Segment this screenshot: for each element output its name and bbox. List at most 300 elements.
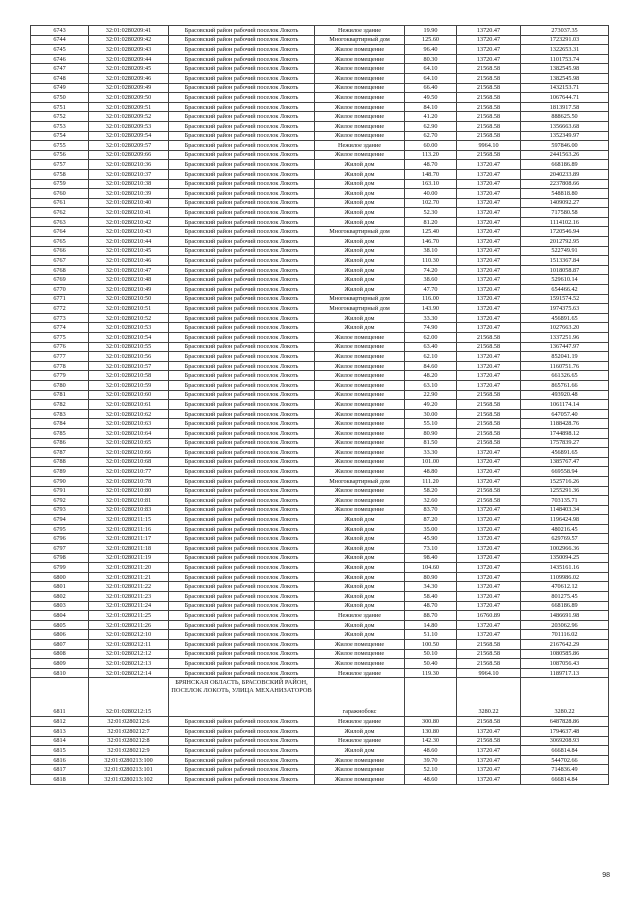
address-cell: Брасовский район рабочий поселок Локоть [169, 467, 315, 477]
cadastral-value-cell: 1189717.13 [521, 668, 609, 678]
row-number-cell: 6748 [31, 73, 89, 83]
cadastral-value-cell: 2040233.89 [521, 169, 609, 179]
cadastral-number-cell: 32:01:0280209:52 [89, 112, 169, 122]
area-cell: 52.10 [405, 765, 457, 775]
cadastral-value-cell: 1322653.31 [521, 45, 609, 55]
address-cell: Брасовский район рабочий поселок Локоть [169, 640, 315, 650]
specific-value-cell: 21568.58 [457, 736, 521, 746]
object-type-cell: Жилое помещение [315, 361, 405, 371]
address-cell: Брасовский район рабочий поселок Локоть [169, 208, 315, 218]
area-cell: 81.20 [405, 217, 457, 227]
object-type-cell: Жилое помещение [315, 45, 405, 55]
specific-value-cell: 13720.47 [457, 35, 521, 45]
cadastral-value-cell: 470612.12 [521, 582, 609, 592]
row-number-cell: 6791 [31, 486, 89, 496]
table-row [31, 668, 609, 678]
table-row [31, 496, 609, 506]
row-number-cell: 6758 [31, 169, 89, 179]
area-cell: 49.50 [405, 93, 457, 103]
row-number-cell: 6793 [31, 505, 89, 515]
address-cell: Брасовский район рабочий поселок Локоть [169, 496, 315, 506]
area-cell: 74.90 [405, 323, 457, 333]
cadastral-number-cell: 32:01:0280210:38 [89, 179, 169, 189]
object-type-cell: Жилое помещение [315, 93, 405, 103]
cadastral-value-cell: 1813917.58 [521, 102, 609, 112]
specific-value-cell: 3280.22 [457, 678, 521, 717]
area-cell: 47.70 [405, 285, 457, 295]
area-cell: 87.20 [405, 515, 457, 525]
specific-value-cell: 13720.47 [457, 313, 521, 323]
row-number-cell: 6755 [31, 141, 89, 151]
address-cell: Брасовский район рабочий поселок Локоть [169, 342, 315, 352]
object-type-cell: Жилой дом [315, 237, 405, 247]
object-type-cell: Жилое помещение [315, 121, 405, 131]
specific-value-cell: 13720.47 [457, 524, 521, 534]
cadastral-number-cell: 32:01:0280210:83 [89, 505, 169, 515]
table-row [31, 486, 609, 496]
address-cell: Брасовский район рабочий поселок Локоть [169, 457, 315, 467]
object-type-cell: Жилой дом [315, 169, 405, 179]
row-number-cell: 6800 [31, 572, 89, 582]
cadastral-number-cell: 32:01:0280210:37 [89, 169, 169, 179]
cadastral-value-cell: 456891.65 [521, 313, 609, 323]
row-number-cell: 6747 [31, 64, 89, 74]
cadastral-value-cell: 3069208.93 [521, 736, 609, 746]
row-number-cell: 6817 [31, 765, 89, 775]
area-cell: 102.70 [405, 198, 457, 208]
address-cell: Брасовский район рабочий поселок Локоть [169, 572, 315, 582]
cadastral-number-cell: 32:01:0280209:43 [89, 45, 169, 55]
table-row [31, 217, 609, 227]
specific-value-cell: 13720.47 [457, 726, 521, 736]
object-type-cell: Нежилое здание [315, 717, 405, 727]
specific-value-cell: 13720.47 [457, 169, 521, 179]
specific-value-cell: 13720.47 [457, 582, 521, 592]
object-type-cell: Нежилое здание [315, 611, 405, 621]
specific-value-cell: 21568.58 [457, 333, 521, 343]
area-cell: 80.90 [405, 428, 457, 438]
object-type-cell: Жилое помещение [315, 102, 405, 112]
object-type-cell: Жилой дом [315, 275, 405, 285]
cadastral-number-cell: 32:01:0280212:13 [89, 659, 169, 669]
table-row [31, 83, 609, 93]
specific-value-cell: 21568.58 [457, 121, 521, 131]
row-number-cell: 6782 [31, 400, 89, 410]
address-cell: Брасовский район рабочий поселок Локоть [169, 179, 315, 189]
row-number-cell: 6746 [31, 54, 89, 64]
address-cell: Брасовский район рабочий поселок Локоть [169, 160, 315, 170]
cadastral-number-cell: 32:01:0280209:66 [89, 150, 169, 160]
area-cell: 130.80 [405, 726, 457, 736]
cadastral-number-cell: 32:01:0280210:81 [89, 496, 169, 506]
cadastral-value-cell: 1432153.71 [521, 83, 609, 93]
cadastral-number-cell: 32:01:0280209:50 [89, 93, 169, 103]
table-row [31, 333, 609, 343]
area-cell: 48.20 [405, 371, 457, 381]
table-row [31, 649, 609, 659]
table-row [31, 553, 609, 563]
table-row [31, 64, 609, 74]
object-type-cell: Жилой дом [315, 208, 405, 218]
cadastral-value-cell: 1114102.16 [521, 217, 609, 227]
specific-value-cell: 13720.47 [457, 534, 521, 544]
cadastral-value-cell: 666814.84 [521, 746, 609, 756]
cadastral-value-cell: 1109986.02 [521, 572, 609, 582]
table-row [31, 428, 609, 438]
object-type-cell: Жилое помещение [315, 419, 405, 429]
object-type-cell: Жилое помещение [315, 380, 405, 390]
specific-value-cell: 13720.47 [457, 54, 521, 64]
area-cell: 74.20 [405, 265, 457, 275]
address-cell: Брасовский район рабочий поселок Локоть [169, 26, 315, 36]
cadastral-value-cell: 1196424.98 [521, 515, 609, 525]
row-number-cell: 6762 [31, 208, 89, 218]
table-row [31, 45, 609, 55]
cadastral-number-cell: 32:01:0280212:12 [89, 649, 169, 659]
object-type-cell: Жилой дом [315, 553, 405, 563]
address-cell: Брасовский район рабочий поселок Локоть [169, 265, 315, 275]
cadastral-value-cell: 1435161.16 [521, 563, 609, 573]
object-type-cell: Многоквартирный дом [315, 227, 405, 237]
row-number-cell: 6779 [31, 371, 89, 381]
table-row [31, 352, 609, 362]
cadastral-value-cell: 6487828.86 [521, 717, 609, 727]
area-cell: 50.40 [405, 659, 457, 669]
cadastral-value-cell: 1061174.14 [521, 400, 609, 410]
table-row [31, 54, 609, 64]
cadastral-number-cell: 32:01:0280210:78 [89, 476, 169, 486]
table-row [31, 131, 609, 141]
cadastral-number-cell: 32:01:0280211:18 [89, 544, 169, 554]
row-number-cell: 6813 [31, 726, 89, 736]
table-row [31, 265, 609, 275]
specific-value-cell: 21568.58 [457, 342, 521, 352]
area-cell: 48.60 [405, 746, 457, 756]
cadastral-value-cell: 1382545.98 [521, 73, 609, 83]
table-row [31, 726, 609, 736]
cadastral-number-cell: 32:01:0280211:22 [89, 582, 169, 592]
specific-value-cell: 21568.58 [457, 496, 521, 506]
row-number-cell: 6795 [31, 524, 89, 534]
cadastral-value-cell: 1513367.84 [521, 256, 609, 266]
cadastral-number-cell: 32:01:0280213:100 [89, 755, 169, 765]
cadastral-number-cell: 32:01:0280209:45 [89, 64, 169, 74]
cadastral-number-cell: 32:01:0280210:36 [89, 160, 169, 170]
cadastral-value-cell: 717580.58 [521, 208, 609, 218]
table-row [31, 409, 609, 419]
object-type-cell: Многоквартирный дом [315, 294, 405, 304]
address-cell: Брасовский район рабочий поселок Локоть [169, 476, 315, 486]
area-cell: 63.10 [405, 380, 457, 390]
address-cell: Брасовский район рабочий поселок Локоть [169, 246, 315, 256]
cadastral-value-cell: 1382545.98 [521, 64, 609, 74]
row-number-cell: 6771 [31, 294, 89, 304]
specific-value-cell: 13720.47 [457, 265, 521, 275]
row-number-cell: 6781 [31, 390, 89, 400]
cadastral-value-cell: 1367447.97 [521, 342, 609, 352]
cadastral-number-cell: 32:01:0280210:53 [89, 323, 169, 333]
area-cell: 98.40 [405, 553, 457, 563]
cadastral-number-cell: 32:01:0280210:43 [89, 227, 169, 237]
table-row [31, 601, 609, 611]
table-row [31, 285, 609, 295]
cadastral-value-cell: 273037.35 [521, 26, 609, 36]
area-cell: 48.70 [405, 160, 457, 170]
table-row [31, 467, 609, 477]
cadastral-value-cell: 548818.80 [521, 189, 609, 199]
specific-value-cell: 21568.58 [457, 659, 521, 669]
object-type-cell: Многоквартирный дом [315, 304, 405, 314]
table-row [31, 400, 609, 410]
cadastral-number-cell: 32:01:0280210:45 [89, 246, 169, 256]
cadastral-number-cell: 32:01:0280209:51 [89, 102, 169, 112]
specific-value-cell: 13720.47 [457, 361, 521, 371]
specific-value-cell: 13720.47 [457, 208, 521, 218]
specific-value-cell: 13720.47 [457, 467, 521, 477]
row-number-cell: 6796 [31, 534, 89, 544]
specific-value-cell: 13720.47 [457, 160, 521, 170]
address-cell: Брасовский район рабочий поселок Локоть [169, 400, 315, 410]
area-cell: 66.40 [405, 83, 457, 93]
cadastral-number-cell: 32:01:0280210:66 [89, 448, 169, 458]
address-cell: Брасовский район рабочий поселок Локоть [169, 592, 315, 602]
address-cell: Брасовский район рабочий поселок Локоть [169, 390, 315, 400]
object-type-cell: Жилой дом [315, 563, 405, 573]
table-row [31, 717, 609, 727]
cadastral-value-cell: 203062.96 [521, 620, 609, 630]
address-cell: Брасовский район рабочий поселок Локоть [169, 563, 315, 573]
object-type-cell: Жилой дом [315, 544, 405, 554]
cadastral-value-cell: 1794637.48 [521, 726, 609, 736]
row-number-cell: 6761 [31, 198, 89, 208]
object-type-cell: Жилое помещение [315, 774, 405, 784]
cadastral-value-cell: 1744898.12 [521, 428, 609, 438]
area-cell: 32.60 [405, 496, 457, 506]
cadastral-number-cell: 32:01:0280210:77 [89, 467, 169, 477]
area-cell: 111.20 [405, 476, 457, 486]
object-type-cell: Жилое помещение [315, 390, 405, 400]
specific-value-cell: 21568.58 [457, 717, 521, 727]
specific-value-cell: 13720.47 [457, 765, 521, 775]
specific-value-cell: 13720.47 [457, 553, 521, 563]
specific-value-cell: 21568.58 [457, 83, 521, 93]
table-row [31, 179, 609, 189]
area-cell: 19.90 [405, 26, 457, 36]
address-cell: БРЯНСКАЯ ОБЛАСТЬ, БРАСОВСКИЙ РАЙОН, ПОСЕЛОК ЛОКОТЬ, УЛИЦА МЕХАНИЗАТОРОВ [169, 678, 315, 717]
table-row [31, 112, 609, 122]
cadastral-value-cell: 1591574.52 [521, 294, 609, 304]
specific-value-cell: 13720.47 [457, 246, 521, 256]
row-number-cell: 6769 [31, 275, 89, 285]
cadastral-number-cell: 32:01:0280210:59 [89, 380, 169, 390]
object-type-cell: Жилой дом [315, 313, 405, 323]
address-cell: Брасовский район рабочий поселок Локоть [169, 150, 315, 160]
area-cell: 41.20 [405, 112, 457, 122]
object-type-cell: Нежилое здание [315, 26, 405, 36]
area-cell: 38.60 [405, 275, 457, 285]
cadastral-number-cell: 32:01:0280212:10 [89, 630, 169, 640]
cadastral-value-cell: 1337251.96 [521, 333, 609, 343]
specific-value-cell: 13720.47 [457, 275, 521, 285]
table-row [31, 169, 609, 179]
address-cell: Брасовский район рабочий поселок Локоть [169, 409, 315, 419]
area-cell: 35.00 [405, 524, 457, 534]
object-type-cell: Нежилое здание [315, 668, 405, 678]
specific-value-cell: 21568.58 [457, 131, 521, 141]
table-row [31, 371, 609, 381]
cadastral-number-cell: 32:01:0280210:44 [89, 237, 169, 247]
object-type-cell: Жилое помещение [315, 505, 405, 515]
specific-value-cell: 9964.10 [457, 668, 521, 678]
area-cell: 62.90 [405, 121, 457, 131]
table-row [31, 448, 609, 458]
specific-value-cell: 21568.58 [457, 112, 521, 122]
object-type-cell: Жилой дом [315, 746, 405, 756]
address-cell: Брасовский район рабочий поселок Локоть [169, 524, 315, 534]
area-cell: 88.70 [405, 611, 457, 621]
object-type-cell: Жилое помещение [315, 409, 405, 419]
area-cell: 143.90 [405, 304, 457, 314]
address-cell: Брасовский район рабочий поселок Локоть [169, 601, 315, 611]
cadastral-value-cell: 666814.84 [521, 774, 609, 784]
cadastral-number-cell: 32:01:0280210:68 [89, 457, 169, 467]
cadastral-value-cell: 647057.40 [521, 409, 609, 419]
cadastral-number-cell: 32:01:0280210:56 [89, 352, 169, 362]
row-number-cell: 6788 [31, 457, 89, 467]
cadastral-value-cell: 668186.89 [521, 601, 609, 611]
area-cell: 300.80 [405, 717, 457, 727]
row-number-cell: 6783 [31, 409, 89, 419]
cadastral-number-cell: 32:01:0280209:49 [89, 83, 169, 93]
object-type-cell: Нежилое здание [315, 736, 405, 746]
row-number-cell: 6792 [31, 496, 89, 506]
address-cell: Брасовский район рабочий поселок Локоть [169, 189, 315, 199]
cadastral-value-cell: 1087056.43 [521, 659, 609, 669]
table-row [31, 275, 609, 285]
area-cell: 110.30 [405, 256, 457, 266]
cadastral-number-cell: 32:01:0280212:9 [89, 746, 169, 756]
object-type-cell: Жилое помещение [315, 352, 405, 362]
table-row [31, 774, 609, 784]
table-body [31, 26, 609, 785]
address-cell: Брасовский район рабочий поселок Локоть [169, 323, 315, 333]
cadastral-number-cell: 32:01:0280212:14 [89, 668, 169, 678]
table-row [31, 534, 609, 544]
row-number-cell: 6754 [31, 131, 89, 141]
row-number-cell: 6763 [31, 217, 89, 227]
address-cell: Брасовский район рабочий поселок Локоть [169, 649, 315, 659]
row-number-cell: 6774 [31, 323, 89, 333]
cadastral-value-cell: 1067644.71 [521, 93, 609, 103]
table-row [31, 457, 609, 467]
specific-value-cell: 13720.47 [457, 544, 521, 554]
row-number-cell: 6752 [31, 112, 89, 122]
specific-value-cell: 13720.47 [457, 227, 521, 237]
table-row [31, 640, 609, 650]
address-cell: Брасовский район рабочий поселок Локоть [169, 534, 315, 544]
specific-value-cell: 13720.47 [457, 572, 521, 582]
object-type-cell: Жилой дом [315, 217, 405, 227]
cadastral-number-cell: 32:01:0280210:54 [89, 333, 169, 343]
address-cell: Брасовский район рабочий поселок Локоть [169, 352, 315, 362]
address-cell: Брасовский район рабочий поселок Локоть [169, 227, 315, 237]
specific-value-cell: 13720.47 [457, 563, 521, 573]
specific-value-cell: 13720.47 [457, 304, 521, 314]
row-number-cell: 6776 [31, 342, 89, 352]
cadastral-value-cell: 1409092.27 [521, 198, 609, 208]
area-cell: 51.10 [405, 630, 457, 640]
specific-value-cell: 13720.47 [457, 620, 521, 630]
specific-value-cell: 13720.47 [457, 476, 521, 486]
row-number-cell: 6745 [31, 45, 89, 55]
specific-value-cell: 13720.47 [457, 198, 521, 208]
row-number-cell: 6812 [31, 717, 89, 727]
cadastral-number-cell: 32:01:0280210:51 [89, 304, 169, 314]
object-type-cell: Жилой дом [315, 179, 405, 189]
area-cell: 64.10 [405, 73, 457, 83]
object-type-cell: Жилой дом [315, 630, 405, 640]
row-number-cell: 6809 [31, 659, 89, 669]
object-type-cell: Жилой дом [315, 726, 405, 736]
cadastral-number-cell: 32:01:0280210:42 [89, 217, 169, 227]
table-row [31, 93, 609, 103]
specific-value-cell: 13720.47 [457, 746, 521, 756]
address-cell: Брасовский район рабочий поселок Локоть [169, 217, 315, 227]
specific-value-cell: 21568.58 [457, 640, 521, 650]
specific-value-cell: 21568.58 [457, 102, 521, 112]
table-row [31, 582, 609, 592]
address-cell: Брасовский район рабочий поселок Локоть [169, 121, 315, 131]
table-row [31, 141, 609, 151]
address-cell: Брасовский район рабочий поселок Локоть [169, 515, 315, 525]
area-cell: 45.90 [405, 534, 457, 544]
specific-value-cell: 21568.58 [457, 428, 521, 438]
area-cell: 40.00 [405, 189, 457, 199]
specific-value-cell: 13720.47 [457, 592, 521, 602]
area-cell: 148.70 [405, 169, 457, 179]
cadastral-value-cell: 597846.00 [521, 141, 609, 151]
object-type-cell: Многоквартирный дом [315, 35, 405, 45]
cadastral-number-cell: 32:01:0280211:16 [89, 524, 169, 534]
specific-value-cell: 13720.47 [457, 45, 521, 55]
cadastral-number-cell: 32:01:0280210:61 [89, 400, 169, 410]
cadastral-value-cell: 852041.19 [521, 352, 609, 362]
row-number-cell: 6773 [31, 313, 89, 323]
object-type-cell: Жилой дом [315, 534, 405, 544]
cadastral-number-cell: 32:01:0280209:57 [89, 141, 169, 151]
row-number-cell: 6750 [31, 93, 89, 103]
specific-value-cell: 21568.58 [457, 390, 521, 400]
cadastral-value-cell: 529610.14 [521, 275, 609, 285]
cadastral-number-cell: 32:01:0280210:63 [89, 419, 169, 429]
cadastral-number-cell: 32:01:0280211:20 [89, 563, 169, 573]
table-row [31, 476, 609, 486]
table-row [31, 313, 609, 323]
address-cell: Брасовский район рабочий поселок Локоть [169, 659, 315, 669]
address-cell: Брасовский район рабочий поселок Локоть [169, 112, 315, 122]
address-cell: Брасовский район рабочий поселок Локоть [169, 131, 315, 141]
address-cell: Брасовский район рабочий поселок Локоть [169, 419, 315, 429]
cadastral-number-cell: 32:01:0280210:50 [89, 294, 169, 304]
address-cell: Брасовский район рабочий поселок Локоть [169, 746, 315, 756]
specific-value-cell: 13720.47 [457, 256, 521, 266]
object-type-cell: Жилое помещение [315, 755, 405, 765]
specific-value-cell: 13720.47 [457, 285, 521, 295]
object-type-cell: Жилой дом [315, 246, 405, 256]
cadastral-value-cell: 1101753.74 [521, 54, 609, 64]
specific-value-cell: 13720.47 [457, 380, 521, 390]
specific-value-cell: 21568.58 [457, 73, 521, 83]
